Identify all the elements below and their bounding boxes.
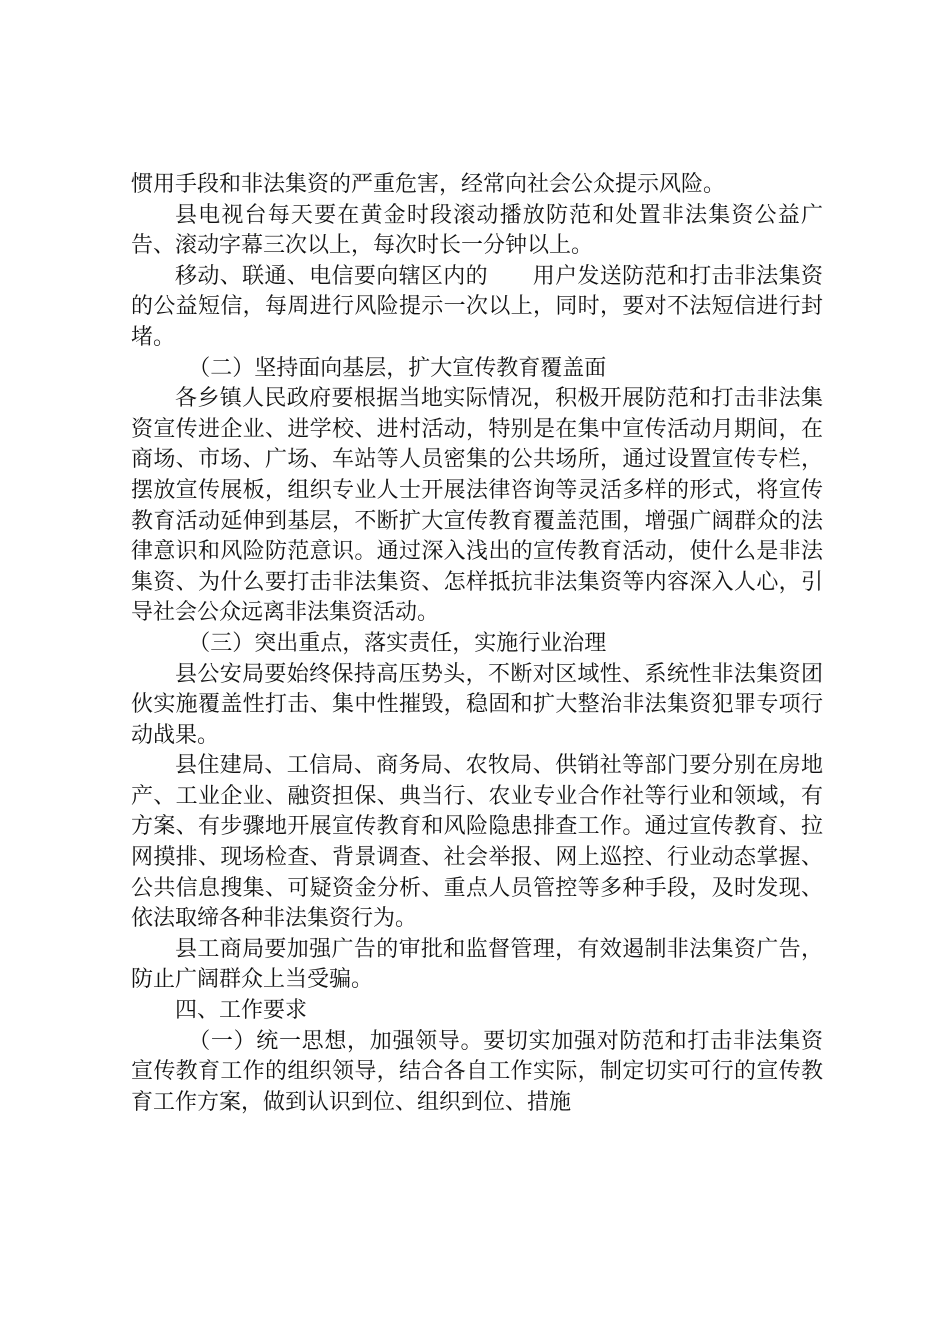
paragraph-commerce-bureau: 县工商局要加强广告的审批和监督管理，有效遏制非法集资广告，防止广阔群众上当受骗。 (131, 936, 823, 993)
subheading-two: （二）坚持面向基层，扩大宣传教育覆盖面 (188, 355, 607, 381)
paragraph-police: 县公安局要始终保持高压势头，不断对区域性、系统性非法集资团伙实施覆盖性打击、集中性摧毁，稳固和扩大整治非法集资犯罪专项行动战果。 (131, 661, 823, 748)
section-heading-four: 四、工作要求 (175, 998, 308, 1024)
paragraph-townships: 各乡镇人民政府要根据当地实际情况，积极开展防范和打击非法集资宣传进企业、进学校、进村活动，特别是在集中宣传活动月期间，在商场、市场、广场、车站等人员密集的公共场所，通过设置宣传专栏，摆放宣传展板，组织专业人士开展法律咨询等灵活多样的形式，将宣传教育活动延伸到基层，不断扩大宣传教育覆盖范围，增强广阔群众的法律意识和风险防范意识。通过深入浅出的宣传教育活动，使什么是非法集资、为什么要打击非法集资、怎样抵抗非法集资等内容深入人心，引导社会公众远离非法集资活动。 (131, 386, 823, 626)
subheading-three: （三）突出重点，落实责任，实施行业治理 (188, 630, 607, 656)
paragraph-telecom: 移动、联通、电信要向辖区内的 用户发送防范和打击非法集资的公益短信，每周进行风险提示一次以上，同时，要对不法短信进行封堵。 (131, 263, 823, 350)
paragraph-continuation: 惯用手段和非法集资的严重危害，经常向社会公众提示风险。 (131, 172, 726, 197)
document-body (131, 170, 823, 1118)
paragraph-requirement-one: （一）统一思想，加强领导。要切实加强对防范和打击非法集资宣传教育工作的组织领导，结合各自工作实际，制定切实可行的宣传教育工作方案，做到认识到位、组织到位、措施 (131, 1028, 823, 1115)
paragraph-departments: 县住建局、工信局、商务局、农牧局、供销社等部门要分别在房地产、工业企业、融资担保、典当行、农业专业合作社等行业和领域，有方案、有步骤地开展宣传教育和风险隐患排查工作。通过宣传教育、拉网摸排、现场检查、背景调查、社会举报、网上巡控、行业动态掌握、公共信息搜集、可疑资金分析、重点人员管控等多种手段，及时发现、依法取缔各种非法集资行为。 (131, 753, 823, 932)
paragraph-tv-station: 县电视台每天要在黄金时段滚动播放防范和处置非法集资公益广告、滚动字幕三次以上，每次时长一分钟以上。 (131, 202, 823, 259)
